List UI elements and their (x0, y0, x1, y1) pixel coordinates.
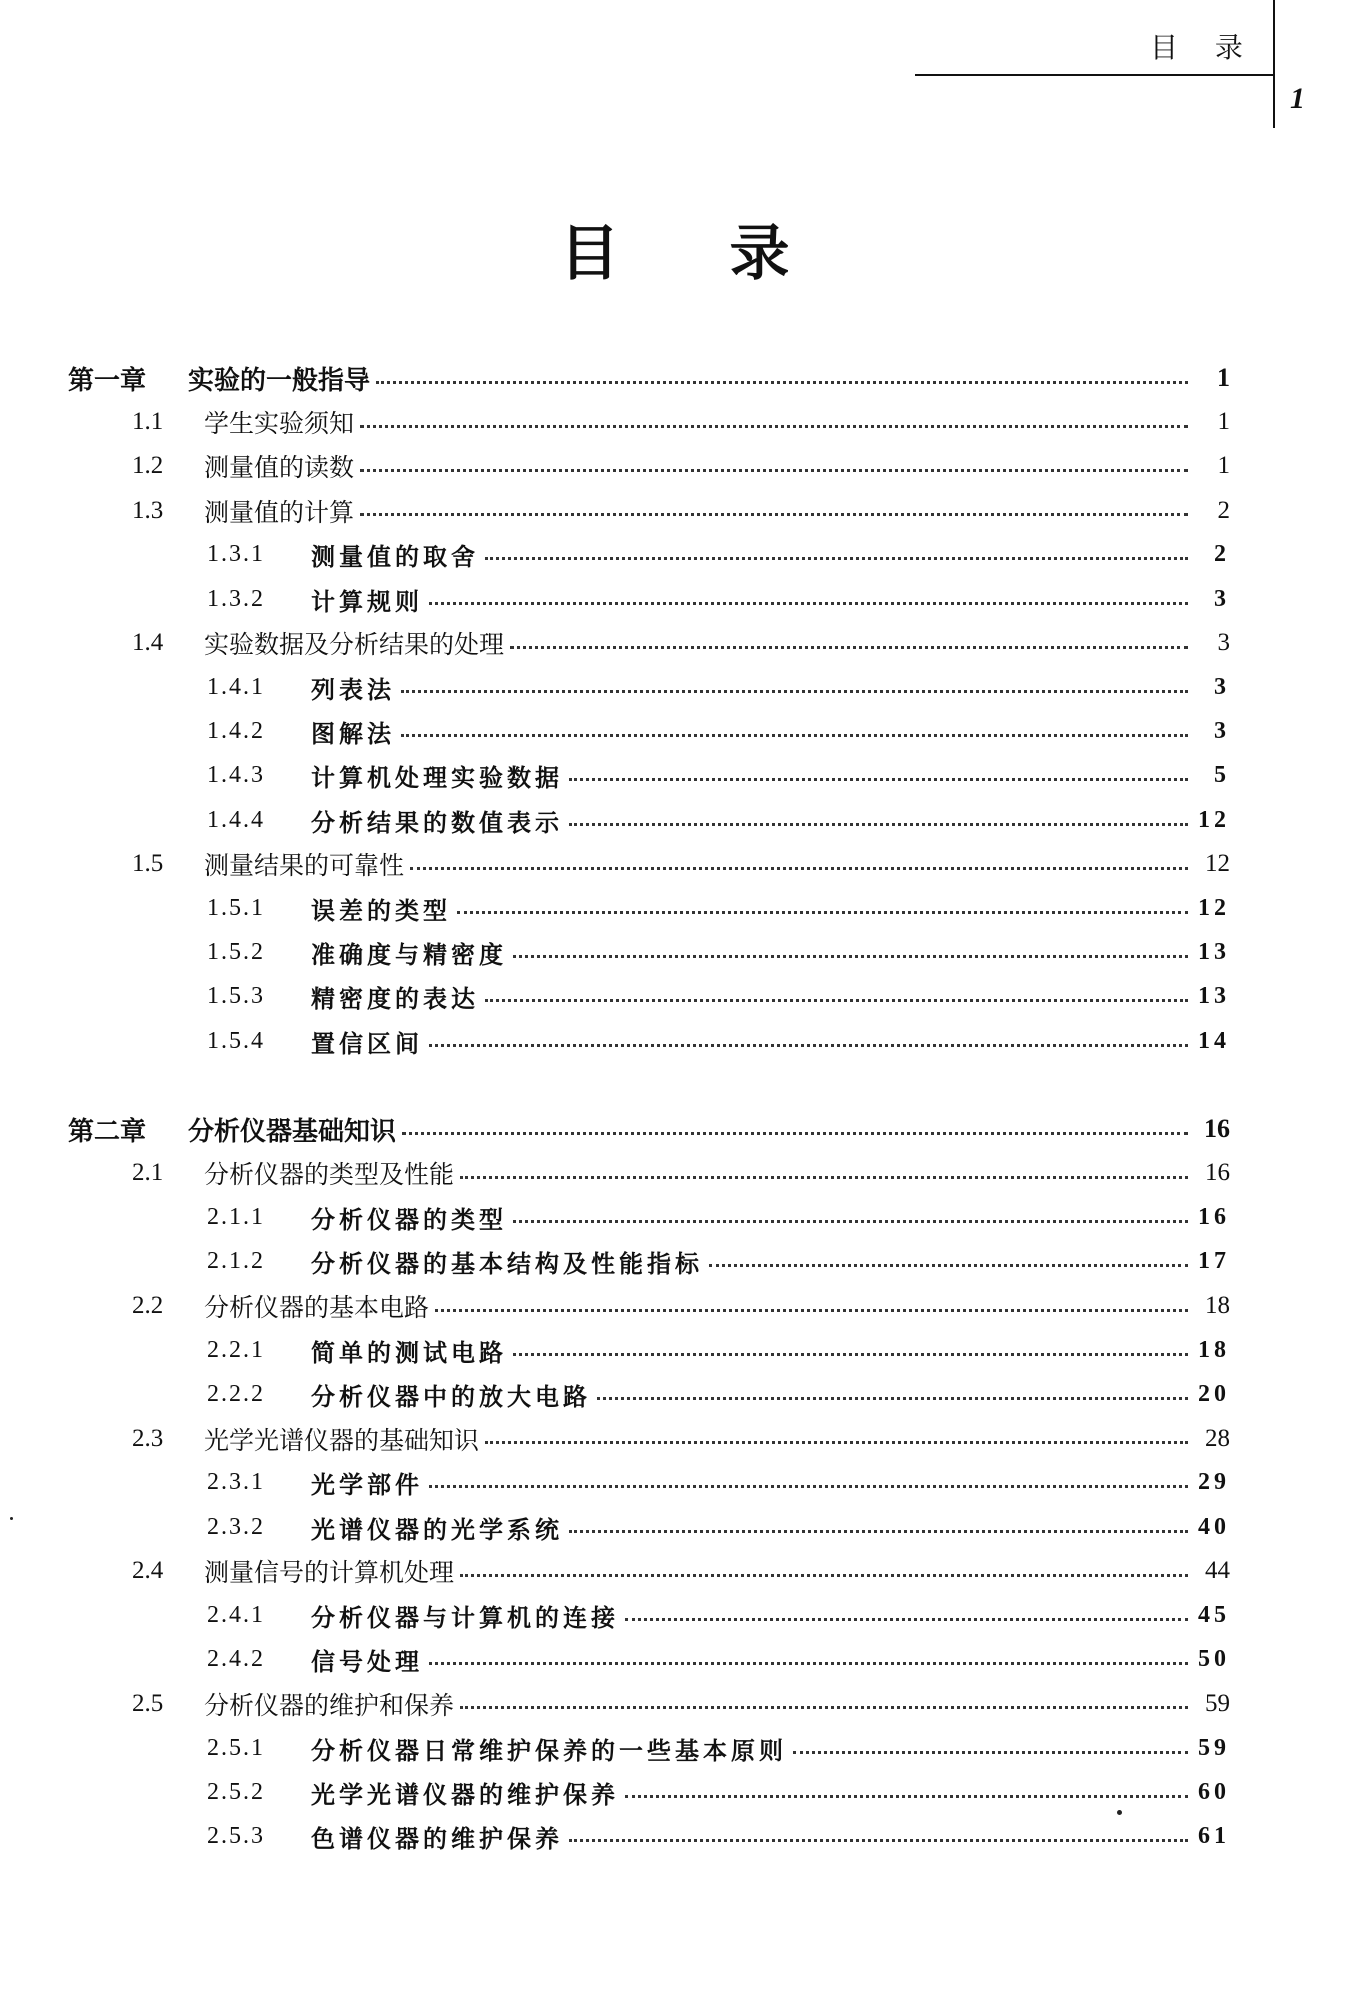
toc-entry-title: 计算机处理实验数据 (311, 763, 563, 793)
toc-section-entry[interactable] (132, 1417, 1230, 1461)
toc-entry-number: 2.5.1 (207, 1734, 265, 1761)
dot-leader (376, 381, 1188, 384)
toc-sub-entry[interactable] (207, 1196, 1230, 1240)
toc-entry-page: 18 (1205, 1292, 1230, 1319)
dot-leader (513, 955, 1188, 958)
toc-entry-title: 色谱仪器的维护保养 (311, 1823, 563, 1853)
dot-leader (435, 1309, 1188, 1312)
page-number: 1 (1290, 82, 1305, 115)
toc-entry-title: 实验的一般指导 (188, 365, 371, 396)
dot-leader (460, 1706, 1188, 1709)
toc-entry-page: 12 (1205, 850, 1230, 878)
toc-entry-number: 1.4 (132, 629, 164, 657)
toc-chapter-entry[interactable] (68, 356, 1230, 400)
toc-entry-number: 2.5.3 (207, 1822, 265, 1849)
dot-leader (485, 557, 1188, 560)
toc-entry-number: 2.1.2 (207, 1248, 265, 1275)
toc-entry-number: 2.2.1 (207, 1336, 265, 1363)
toc-entry-title: 分析仪器日常维护保养的一些基本原则 (311, 1735, 787, 1765)
dot-leader (402, 1132, 1188, 1135)
dot-leader (709, 1264, 1188, 1267)
toc-entry-title: 精密度的表达 (311, 984, 479, 1014)
dot-leader (597, 1397, 1188, 1400)
toc-entry-number: 2.4.1 (207, 1601, 265, 1628)
toc-entry-title: 分析仪器的类型 (311, 1205, 507, 1235)
toc-entry-page: 2 (1217, 496, 1230, 524)
toc-entry-page: 5 (1214, 762, 1230, 789)
toc-sub-entry[interactable] (207, 1726, 1230, 1770)
toc-entry-page: 1 (1217, 363, 1230, 392)
dot-leader (793, 1751, 1188, 1754)
toc-entry-page: 59 (1198, 1734, 1230, 1761)
toc-entry-number: 1.3.1 (207, 541, 265, 568)
toc-sub-entry[interactable] (207, 1593, 1230, 1637)
toc-sub-entry[interactable] (207, 1328, 1230, 1372)
toc-entry-page: 20 (1198, 1380, 1230, 1407)
toc-entry-number: 2.2 (132, 1292, 164, 1319)
dot-leader (625, 1795, 1188, 1798)
toc-sub-entry[interactable] (207, 798, 1230, 842)
toc-sub-entry[interactable] (207, 886, 1230, 930)
toc-entry-page: 2 (1214, 541, 1230, 568)
toc-entry-title: 分析仪器中的放大电路 (311, 1381, 591, 1411)
toc-entry-number: 2.1.1 (207, 1204, 265, 1231)
toc-sub-entry[interactable] (207, 710, 1230, 754)
toc-entry-title: 信号处理 (311, 1647, 423, 1677)
dot-leader (429, 1662, 1188, 1665)
toc-entry-number: 2.1 (132, 1159, 164, 1187)
toc-entry-number: 1.3 (132, 496, 164, 524)
toc-entry-number: 2.3.1 (207, 1469, 265, 1496)
toc-entry-title: 测量值的取舍 (311, 542, 479, 572)
toc-section-entry[interactable] (132, 400, 1230, 444)
toc-entry-number: 1.5.3 (207, 983, 265, 1010)
toc-entry-page: 17 (1198, 1248, 1230, 1275)
toc-entry-title: 分析仪器与计算机的连接 (311, 1602, 619, 1632)
toc-entry-number: 第一章 (68, 365, 147, 396)
toc-entry-number: 1.3.2 (207, 585, 265, 612)
dot-leader (569, 823, 1188, 826)
toc-sub-entry[interactable] (207, 1461, 1230, 1505)
stray-dot (10, 1517, 13, 1520)
toc-section-entry[interactable] (132, 1549, 1230, 1593)
toc-entry-number: 2.2.2 (207, 1380, 265, 1407)
toc-sub-entry[interactable] (207, 577, 1230, 621)
toc-entry-title: 置信区间 (311, 1028, 423, 1058)
toc-sub-entry[interactable] (207, 1505, 1230, 1549)
toc-entry-title: 光谱仪器的光学系统 (311, 1514, 563, 1544)
toc-entry-number: 1.5.4 (207, 1027, 265, 1054)
toc-entry-number: 1.5.2 (207, 939, 265, 966)
toc-entry-title: 误差的类型 (311, 895, 451, 925)
running-header-label: 目 录 (1150, 31, 1257, 64)
dot-leader (360, 425, 1188, 428)
toc-entry-page: 13 (1198, 939, 1230, 966)
toc-entry-title: 图解法 (311, 719, 395, 749)
toc-entry-title: 实验数据及分析结果的处理 (204, 630, 505, 660)
dot-leader (510, 646, 1188, 649)
toc-entry-title: 测量信号的计算机处理 (204, 1558, 455, 1588)
dot-leader (569, 1839, 1188, 1842)
toc-sub-entry[interactable] (207, 1019, 1230, 1063)
header-rule (915, 74, 1275, 76)
toc-entry-title: 简单的测试电路 (311, 1337, 507, 1367)
toc-entry-title: 分析仪器的基本电路 (204, 1293, 430, 1322)
toc-entry-page: 60 (1198, 1778, 1230, 1805)
toc-section-entry[interactable] (132, 444, 1230, 488)
toc-entry-title: 学生实验须知 (204, 409, 355, 439)
toc-entry-title: 测量结果的可靠性 (204, 851, 405, 881)
header-vertical-rule (1273, 0, 1275, 128)
toc-entry-number: 2.4 (132, 1557, 164, 1585)
dot-leader (429, 602, 1188, 605)
toc-entry-page: 45 (1198, 1601, 1230, 1628)
dot-leader (360, 469, 1188, 472)
toc-entry-title: 列表法 (311, 674, 395, 704)
toc-entry-number: 1.4.3 (207, 762, 265, 789)
toc-entry-number: 2.3 (132, 1424, 164, 1452)
toc-section-entry[interactable] (132, 1682, 1230, 1726)
toc-entry-title: 光学部件 (311, 1470, 423, 1500)
toc-entry-page: 3 (1214, 673, 1230, 700)
toc-entry-title: 准确度与精密度 (311, 940, 507, 970)
dot-leader (485, 1441, 1188, 1444)
dot-leader (360, 513, 1188, 516)
toc-entry-page: 59 (1205, 1689, 1230, 1717)
toc-sub-entry[interactable] (207, 533, 1230, 577)
toc-entry-title: 分析仪器基础知识 (188, 1116, 397, 1147)
toc-entry-title: 分析仪器的类型及性能 (204, 1160, 455, 1190)
toc-entry-page: 40 (1198, 1513, 1230, 1540)
toc-entry-page: 3 (1214, 718, 1230, 745)
toc-chapter-entry[interactable] (68, 1107, 1230, 1151)
toc-entry-title: 光学光谱仪器的维护保养 (311, 1779, 619, 1809)
toc-entry-title: 计算规则 (311, 586, 423, 616)
dot-leader (513, 1220, 1188, 1223)
toc-sub-entry[interactable] (207, 1814, 1230, 1858)
dot-leader (625, 1618, 1188, 1621)
stray-dot (1117, 1810, 1122, 1815)
toc-entry-page: 3 (1217, 629, 1230, 657)
toc-entry-page: 13 (1198, 983, 1230, 1010)
toc-sub-entry[interactable] (207, 1372, 1230, 1416)
dot-leader (410, 867, 1188, 870)
toc-entry-number: 1.5 (132, 850, 164, 878)
toc-sub-entry[interactable] (207, 1638, 1230, 1682)
toc-entry-number: 1.2 (132, 452, 164, 480)
dot-leader (513, 1353, 1188, 1356)
toc-entry-number: 1.4.1 (207, 673, 265, 700)
toc-entry-page: 1 (1217, 452, 1230, 480)
dot-leader (401, 690, 1188, 693)
toc-entry-number: 1.5.1 (207, 894, 265, 921)
toc-entry-page: 12 (1198, 806, 1230, 833)
toc-entry-page: 28 (1205, 1424, 1230, 1452)
toc-entry-number: 2.5 (132, 1689, 164, 1717)
toc-entry-page: 14 (1198, 1027, 1230, 1054)
dot-leader (460, 1574, 1188, 1577)
dot-leader (485, 999, 1188, 1002)
toc-sub-entry[interactable] (207, 665, 1230, 709)
toc-entry-title: 分析结果的数值表示 (311, 807, 563, 837)
toc-entry-number: 第二章 (68, 1116, 147, 1147)
toc-entry-page: 16 (1204, 1114, 1230, 1144)
toc-section-entry[interactable] (132, 842, 1230, 886)
toc-entry-page: 16 (1205, 1159, 1230, 1187)
dot-leader (457, 911, 1188, 914)
dot-leader (460, 1176, 1188, 1179)
toc-entry-title: 光学光谱仪器的基础知识 (204, 1425, 480, 1455)
toc-sub-entry[interactable] (207, 1770, 1230, 1814)
dot-leader (569, 778, 1188, 781)
page-title: 目录 (559, 219, 900, 289)
toc-sub-entry[interactable] (207, 931, 1230, 975)
toc-entry-number: 1.1 (132, 408, 164, 436)
toc-entry-page: 50 (1198, 1646, 1230, 1673)
toc-sub-entry[interactable] (207, 975, 1230, 1019)
dot-leader (569, 1530, 1188, 1533)
toc-sub-entry[interactable] (207, 1240, 1230, 1284)
toc-entry-page: 61 (1198, 1822, 1230, 1849)
toc-entry-page: 12 (1198, 894, 1230, 921)
toc-entry-number: 2.4.2 (207, 1646, 265, 1673)
toc-section-entry[interactable] (132, 1151, 1230, 1195)
toc-entry-page: 16 (1198, 1204, 1230, 1231)
toc-entry-title: 测量值的计算 (204, 497, 355, 527)
toc-entry-page: 44 (1205, 1557, 1230, 1585)
toc-section-entry[interactable] (132, 621, 1230, 665)
toc-section-entry[interactable] (132, 1284, 1230, 1328)
toc-section-entry[interactable] (132, 489, 1230, 533)
toc-entry-number: 1.4.4 (207, 806, 265, 833)
toc-entry-title: 分析仪器的基本结构及性能指标 (311, 1249, 703, 1279)
toc-entry-page: 1 (1217, 408, 1230, 436)
toc-sub-entry[interactable] (207, 754, 1230, 798)
toc-entry-number: 2.3.2 (207, 1513, 265, 1540)
dot-leader (429, 1485, 1188, 1488)
toc-entry-page: 3 (1214, 585, 1230, 612)
toc-entry-title: 测量值的读数 (204, 453, 355, 483)
toc-entry-number: 2.5.2 (207, 1778, 265, 1805)
toc-entry-page: 29 (1198, 1469, 1230, 1496)
dot-leader (401, 734, 1188, 737)
dot-leader (429, 1044, 1188, 1047)
toc-entry-page: 18 (1198, 1336, 1230, 1363)
toc-entry-number: 1.4.2 (207, 718, 265, 745)
toc-entry-title: 分析仪器的维护和保养 (204, 1690, 455, 1720)
